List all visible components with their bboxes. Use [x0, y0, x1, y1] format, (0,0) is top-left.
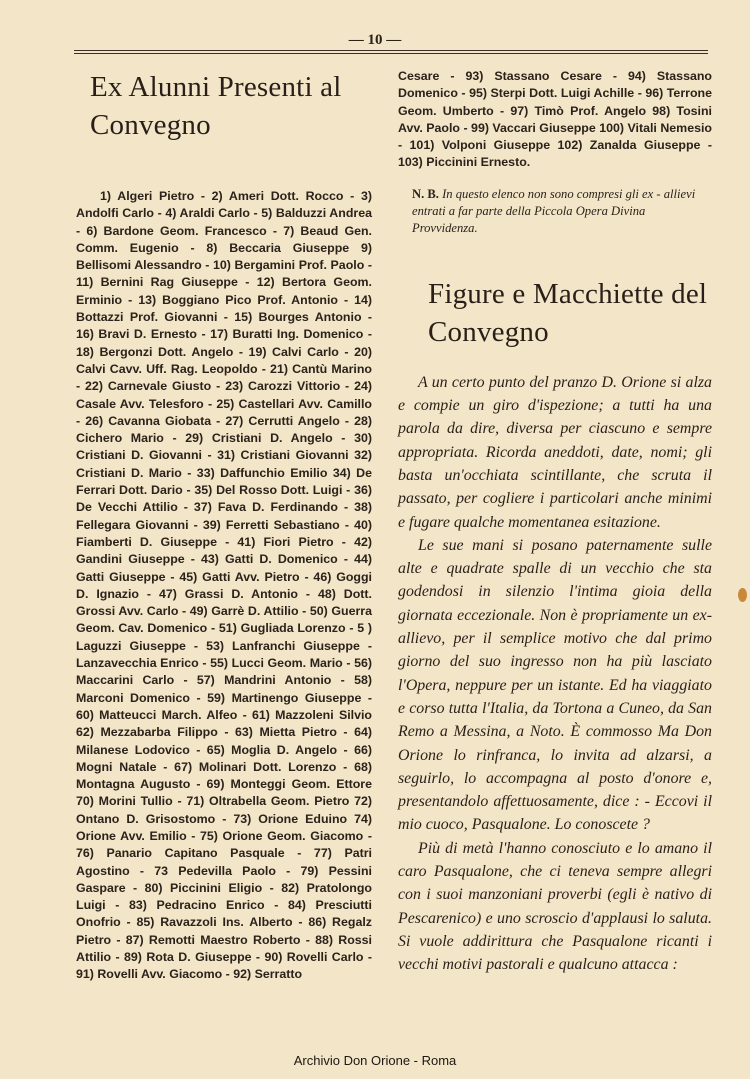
alumni-list-continued: Cesare - 93) Stassano Cesare - 94) Stassano Domenico - 95) Sterpi Dott. Luigi Achille - 96) Terrone Geom. Umberto - 97) Timò Prof. Angelo 98) Tosini Avv. Paolo - 99) Vaccari Giuseppe 100) Vitali Nemesio - 101) Volponi Giuseppe 102) Zanalda Giuseppe - 103) Piccinini Ernesto. [398, 69, 712, 170]
nota-bene [412, 186, 712, 237]
story-paragraph: Più di metà l'hanno conosciuto e lo amano il caro Pasqualone, che ci teneva sempre allegri con i suoi manzoniani proverbi (egli è nativo di Pescarenico) e uno scroscio d'applausi lo saluta. Si vuole addirittura che Pasqualone ricanti i vecchi motivi pastorali e qualcuno attacca : [398, 839, 712, 974]
story-paragraph: A un certo punto del pranzo D. Orione si alza e compie un giro d'ispezione; a tutti ha una parola da dire, diversa per ciascuno e sempre appropriata. Ricorda aneddoti, date, nomi; gli basta un'occhiata scintillante, che scruta il passato, per cogliere i particolari anche minimi e fugare qualche momentanea esitazione. [398, 373, 712, 531]
archive-footer: Archivio Don Orione - Roma [293, 1053, 457, 1068]
alumni-heading: Ex Alunni Presenti al Convegno [90, 71, 342, 141]
figures-heading: Figure e Macchiette del Convegno [428, 277, 708, 348]
page-number: — 10 — [348, 32, 402, 48]
nota-bene-label: N. B. [412, 186, 439, 201]
nota-bene-text: In questo elenco non sono compresi gli ex - allievi entrati a far parte della Piccola Opera Divina Provvidenza. [412, 186, 696, 235]
alumni-list: 1) Algeri Pietro - 2) Ameri Dott. Rocco - 3) Andolfi Carlo - 4) Araldi Carlo - 5) Balduzzi Andrea - 6) Bardone Geom. Francesco - 7) Beaud Gen. Comm. Eugenio - 8) Beccaria Giuseppe 9) Bellisomi Alessandro - 10) Bergamini Prof. Paolo - 11) Bernini Rag Giuseppe - 12) Bertora Geom. Erminio - 13) Boggiano Pico Prof. Antonio - 14) Bottazzi Prof. Giovanni - 15) Bourges Antonio - 16) Bravi D. Ernesto - 17) Buratti Ing. Domenico - 18) Bergonzi Dott. Angelo - 19) Calvi Carlo - 20) Calvi Cavv. Uff. Rag. Leopoldo - 21) Cantù Marino - 22) Carnevale Giusto - 23) Carozzi Vittorio - 24) Casale Avv. Telesforo - 25) Castellari Avv. Camillo - 26) Cavanna Giobata - 27) Cerrutti Angelo - 28) Cichero Mario - 29) Cristiani D. Angelo - 30) Cristiani D. Giovanni - 31) Cristiani Giovanni 32) Cristiani D. Mario - 33) Daffunchio Emilio 34) De Ferrari Dott. Dario - 35) Del Rosso Dott. Luigi - 36) De Vecchi Attilio - 37) Fava D. Ferdinando - 38) Fellegara Giovanni - 39) Ferretti Sebastiano - 40) Fiamberti D. Giuseppe - 41) Fiori Pietro - 42) Gandini Giuseppe - 43) Gatti D. Domenico - 44) Gatti Giuseppe - 45) Gatti Avv. Pietro - 46) Goggi D. Ignazio - 47) Grassi D. Antonio - 48) Dott. Grossi Avv. Carlo - 49) Garrè D. Attilio - 50) Guerra Geom. Cav. Domenico - 51) Gugliada Lorenzo - 5 ) Laguzzi Giuseppe - 53) Lanfranchi Giuseppe - Lanzavecchia Enrico - 55) Lucci Geom. Mario - 56) Maccarini Carlo - 57) Mandrini Antonio - 58) Marconi Domenico - 59) Martinengo Giuseppe - 60) Matteucci March. Alfeo - 61) Mazzoleni Silvio 62) Mezzabarba Filippo - 63) Mietta Pietro - 64) Milanese Lodovico - 65) Moglia D. Angelo - 66) Mogni Natale - 67) Molinari Dott. Lorenzo - 68) Montagna Augusto - 69) Monteggi Geom. Ettore 70) Morini Tullio - 71) Oltrabella Geom. Pietro 72) Ontano D. Grisostomo - 73) Orione Eduino 74) Orione Avv. Emilio - 75) Orione Geom. Giacomo - 76) Panario Capitano Pasquale - 77) Patri Agostino - 73 Pedevilla Paolo - 79) Pessini Gaspare - 80) Piccinini Eligio - 82) Pratolongo Luigi - 83) Pedracino Enrico - 84) Presciutti Onofrio - 85) Ravazzoli Ins. Alberto - 86) Regalz Pietro - 87) Remotti Maestro Roberto - 88) Rossi Attilio - 89) Rota D. Giuseppe - 90) Rovelli Carlo - 91) Rovelli Avv. Giacomo - 92) Serratto [76, 189, 372, 982]
right-column [398, 68, 712, 977]
story-paragraph: Le sue mani si posano paternamente sulle alte e quadrate spalle di un vecchio che sta godendosi in silenzio l'intima gioia della giornata eccezionale. Non è propriamente un ex-allievo, per il semplice motivo che dal primo giorno del suo ingresso non ha più lasciato l'Opera, neppure per un istante. Ed ha viaggiato e corso tutta l'Italia, da Tortona a Cuneo, da San Remo a Messina, a Noto. È commosso Ma Don Orione lo rinfranca, lo invita ad alzarsi, a seguirlo, lo accompagna al posto d'onore e, presentandolo affettuosamente, dice : - Eccovi il mio cuoco, Pasqualone. Lo conoscete ? [398, 536, 712, 834]
header-rule [74, 50, 708, 51]
ink-blot [738, 588, 747, 602]
left-column [76, 64, 372, 984]
header-rule-secondary [74, 53, 708, 54]
